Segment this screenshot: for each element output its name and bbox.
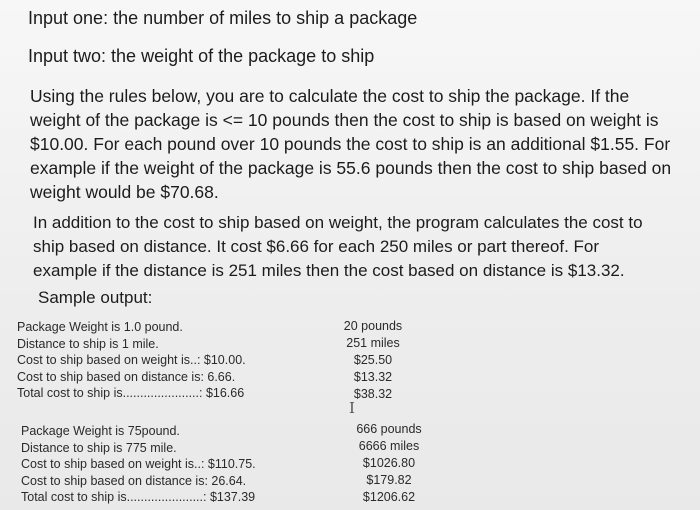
sample-values-column-2 [356, 421, 422, 506]
paragraph-line: example if the distance is 251 miles then the cost based on distance is $13.32. [33, 261, 625, 280]
paragraph-line: In addition to the cost to ship based on weight, the program calculates the cost to [33, 213, 643, 232]
rules-paragraph-weight [30, 84, 695, 204]
value-line: 251 miles [346, 336, 400, 350]
output-line: Total cost to ship is......................: $137.39 [21, 490, 256, 504]
paragraph-line: example if the weight of the package is 55.6 pounds then the cost to ship based on [30, 158, 672, 178]
value-line: 6666 miles [358, 439, 420, 453]
input-two-text: Input two: the weight of the package to ship [28, 46, 375, 66]
value-line: $1206.62 [362, 490, 416, 504]
output-line: Package Weight is 1.0 pound. [17, 320, 183, 334]
value-line: 666 pounds [356, 422, 422, 436]
sample-values-column-1 [340, 318, 406, 403]
sample-output-block-2 [21, 423, 256, 506]
output-line: Cost to ship based on weight is..: $110.75. [21, 457, 256, 471]
value-line: $13.32 [353, 370, 393, 384]
value-line: $179.82 [366, 473, 412, 487]
paragraph-line: weight of the package is <= 10 pounds then the cost to ship is based on weight is [30, 110, 659, 130]
output-line: Package Weight is 75pound. [21, 424, 180, 438]
output-line: Distance to ship is 775 mile. [21, 440, 177, 455]
paragraph-line: ship based on distance. It cost $6.66 for each 250 miles or part thereof. For [33, 237, 600, 256]
sample-output-heading: Sample output: [38, 288, 153, 307]
output-line: Distance to ship is 1 mile. [17, 336, 159, 351]
sample-output-block-1 [17, 319, 246, 402]
text-cursor-icon: I [349, 399, 355, 417]
output-line: Cost to ship based on distance is: 6.66. [17, 369, 236, 384]
value-line: $1026.80 [362, 456, 416, 470]
paragraph-line: $10.00. For each pound over 10 pounds the cost to ship is an additional $1.55. For [30, 134, 671, 154]
value-line: 20 pounds [343, 319, 403, 333]
input-one-text: Input one: the number of miles to ship a package [28, 8, 418, 28]
value-line: $38.32 [353, 387, 393, 401]
rules-paragraph-distance [33, 211, 688, 283]
output-line: Cost to ship based on weight is..: $10.00. [17, 353, 246, 367]
output-line: Total cost to ship is......................: $16.66 [17, 386, 245, 400]
value-line: $25.50 [353, 353, 393, 367]
output-line: Cost to ship based on distance is: 26.64. [21, 473, 247, 488]
paragraph-line: weight would be $70.68. [30, 182, 219, 202]
paragraph-line: Using the rules below, you are to calculate the cost to ship the package. If the [30, 86, 630, 106]
